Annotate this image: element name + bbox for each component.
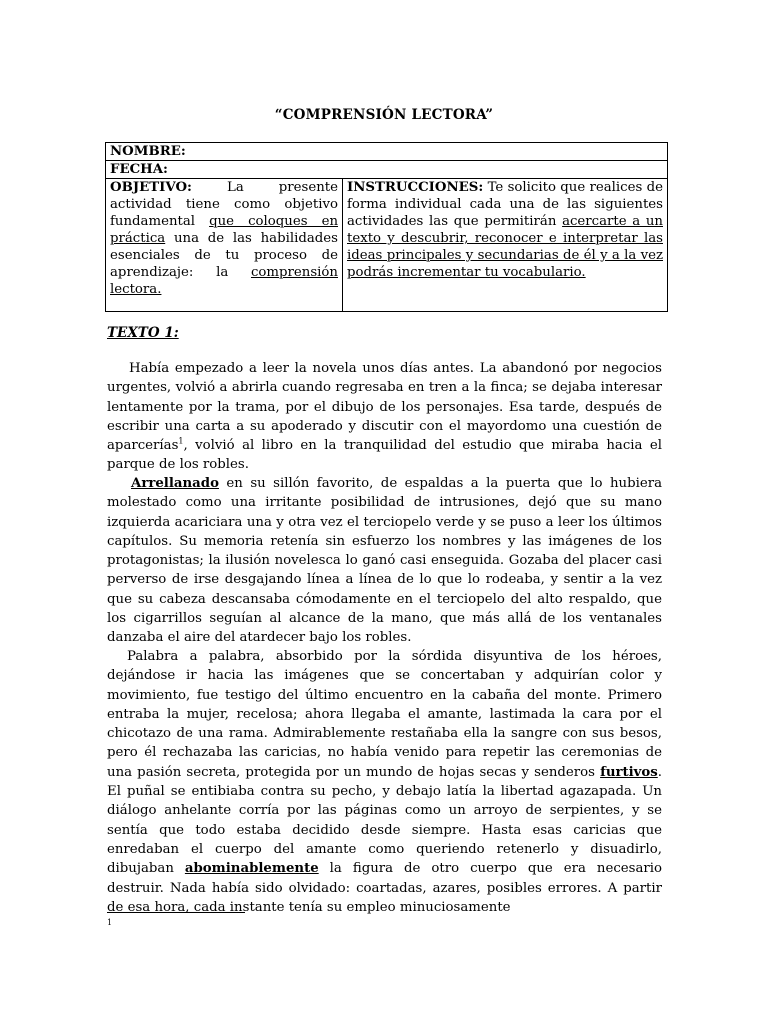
instrucciones-text-1: Te solicito que realices de forma individual cada una de las siguientes actividades las que permitirán bbox=[347, 180, 663, 229]
paragraph-2-text: en su sillón favorito, de espaldas a la puerta que lo hubiera molestado como una irritante posibilidad de intrusiones, dejó que su mano izquierda acariciara una y otra vez el terciopelo verde y se puso a leer los últimos capítulos. Su memoria retenía sin esfuerzo los nombres y las imágenes de los protagonistas; la ilusión novelesca lo ganó casi enseguida. Gozaba del placer casi perverso de irse desgajando línea a línea de lo que lo rodeaba, y sentir a la vez que su cabeza descansaba cómodamente en el terciopelo del alto respaldo, que los cigarrillos seguían al alcance de la mano, que más allá de los ventanales danzaba el aire del atardecer bajo los robles. bbox=[107, 476, 662, 646]
paragraph-3-text-a: Palabra a palabra, absorbido por la sórdida disyuntiva de los héroes, dejándose ir hacia las imágenes que se concertaban y adquirían color y movimiento, fue testigo del último encuentro en la cabaña del monte. Primero entraba la mujer, recelosa; ahora llegaba el amante, lastimada la cara por el chicotazo de una rama. Admirablemente restañaba ella la sangre con sus besos, pero él rechazaba las caricias, no había venido para repetir las ceremonias de una pasión secreta, protegida por un mundo de hojas secas y senderos bbox=[107, 649, 662, 780]
fecha-field: FECHA: bbox=[106, 161, 668, 179]
objetivo-underlined-2: comprensión lectora. bbox=[110, 265, 338, 297]
nombre-field: NOMBRE: bbox=[106, 143, 668, 161]
footnote-separator bbox=[107, 912, 245, 913]
vocab-furtivos: furtivos bbox=[600, 764, 658, 780]
paragraph-3-text-b: . El puñal se entibiaba contra su pecho, y debajo latía la libertad agazapada. Un diálogo anhelante corría por las páginas como un arroyo de serpientes, y se sentía que todo estaba decidido desde siempre. Hasta esas caricias que enredaban el cuerpo del amante como queriendo retenerlo y disuadirlo, dibujaban bbox=[107, 764, 662, 877]
paragraph-2 bbox=[107, 474, 662, 648]
paragraph-1-text-a: Había empezado a leer la novela unos días antes. La abandonó por negocios urgentes, volvió a abrirla cuando regresaba en tren a la finca; se dejaba interesar lentamente por la trama, por el dibujo de los personajes. Esa tarde, después de escribir una carta a su apoderado y discutir con el mayordomo una cuestión de aparcerías bbox=[107, 361, 662, 454]
info-table bbox=[105, 142, 668, 312]
vocab-abominablemente: abominablemente bbox=[184, 861, 319, 877]
page-title: “COMPRENSIÓN LECTORA” bbox=[274, 107, 494, 123]
paragraph-3-text-c: la figura de otro cuerpo que era necesario destruir. Nada había sido olvidado: coartadas, azares, posibles errores. A partir de esa hora, cada instante tenía su empleo minuciosamente bbox=[107, 861, 663, 915]
objetivo-underlined-1: que coloques en práctica bbox=[110, 214, 339, 246]
instrucciones-label: INSTRUCCIONES: bbox=[347, 180, 484, 195]
objetivo-label: OBJETIVO: bbox=[110, 180, 192, 195]
paragraph-1-text-b: , volvió al libro en la tranquilidad del estudio que miraba hacia el parque de los robles. bbox=[107, 438, 662, 473]
vocab-arrellanado: Arrellanado bbox=[131, 476, 219, 491]
objetivo-text-1: La presente actividad tiene como objetivo fundamental bbox=[110, 180, 338, 229]
instrucciones-cell bbox=[343, 179, 668, 312]
paragraph-1 bbox=[107, 359, 662, 475]
paragraph-3 bbox=[107, 647, 662, 917]
objetivo-text-2: una de las habilidades esenciales de tu proceso de aprendizaje: la bbox=[110, 231, 338, 280]
section-title: TEXTO 1: bbox=[107, 325, 179, 341]
instrucciones-underlined-1: acercarte a un texto y descubrir, reconocer e interpretar las ideas principales y secundarias de él y a la vez podrás incrementar tu vocabulario. bbox=[347, 214, 663, 280]
objetivo-cell bbox=[106, 179, 343, 312]
footnote-marker: 1 bbox=[107, 918, 113, 927]
footnote-reference: 1 bbox=[178, 436, 184, 446]
